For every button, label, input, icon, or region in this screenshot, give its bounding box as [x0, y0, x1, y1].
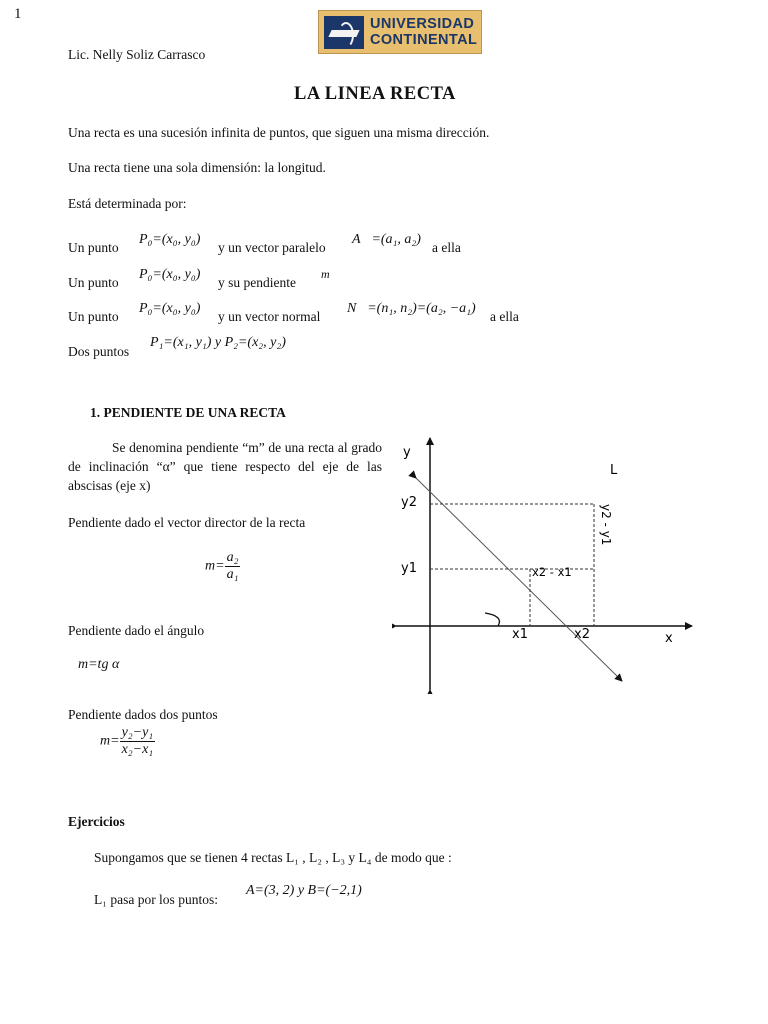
delta-y-label: y2 - y1 [599, 504, 613, 546]
determination-suffix: a ella [432, 240, 461, 255]
slope-definition-text: Se denomina pendiente “m” de una recta al grado de inclinación “α” que tiene respecto del eje de las abscisas (eje x) [68, 440, 382, 493]
determination-math: P₁=(x₁, y₁) y P₂=(x₂, y₂) [150, 335, 286, 350]
y-axis-label: y [403, 445, 411, 460]
author: Lic. Nelly Soliz Carrasco [68, 47, 206, 62]
formula-vector-den: a₁ [226, 567, 239, 582]
logo-line-2: CONTINENTAL [370, 32, 478, 48]
slope-definition [68, 438, 382, 495]
x2-label: x2 [574, 627, 590, 642]
exercises-heading: Ejercicios [68, 814, 125, 829]
determination-label: Un punto [68, 240, 119, 255]
intro-paragraph-3: Está determinada por: [68, 196, 187, 211]
formula-vector-lhs: m= [205, 558, 225, 574]
delta-x-label: x2 - x1 [532, 565, 572, 579]
intro-paragraph-1: Una recta es una sucesión infinita de puntos, que siguen una misma dirección. [68, 125, 490, 140]
formula-angle: m=tg α [78, 657, 120, 672]
intro-paragraph-2: Una recta tiene una sola dimensión: la longitud. [68, 160, 326, 175]
determination-math: P₀=(x₀, y₀) [139, 232, 201, 247]
section-heading: 1. PENDIENTE DE UNA RECTA [90, 405, 286, 420]
determination-label: Un punto [68, 275, 119, 290]
formula-vector-num: a₂ [226, 550, 239, 565]
slope-diagram [392, 432, 702, 694]
university-logo [318, 10, 482, 54]
determination-label: Dos puntos [68, 344, 130, 359]
formula-points-lhs: m= [100, 733, 120, 749]
y2-label: y2 [401, 495, 417, 510]
determination-math-2: N⃗=(n₁, n₂)=(a₂, −a₁) [347, 301, 476, 316]
x-axis-label: x [665, 631, 673, 646]
line-l [416, 478, 622, 681]
determination-connector: y su pendiente [218, 275, 296, 290]
determination-connector: y un vector normal [218, 309, 321, 324]
x1-label: x1 [512, 627, 528, 642]
slope-by-angle-label: Pendiente dado el ángulo [68, 623, 205, 638]
determination-math-2: m [321, 267, 330, 281]
l1-label: L₁ pasa por los puntos: [94, 892, 218, 907]
slope-by-points-label: Pendiente dados dos puntos [68, 707, 218, 722]
determination-connector: y un vector paralelo [218, 240, 326, 255]
angle-arc [485, 613, 499, 626]
line-label: L [610, 463, 618, 478]
exercises-intro: Supongamos que se tienen 4 rectas L₁ , L₂ , L₃ y L₄ de modo que : [94, 850, 452, 865]
determination-math-2: A⃗=(a₁, a₂) [352, 232, 421, 247]
determination-suffix: a ella [490, 309, 519, 324]
formula-points-fraction [120, 725, 156, 758]
l1-points-math: A=(3, 2) y B=(−2,1) [246, 883, 362, 898]
formula-vector [205, 550, 240, 583]
logo-mark-icon [324, 16, 364, 49]
formula-points-num: y₂−y₁ [121, 725, 154, 740]
formula-points-den: x₂−x₁ [121, 742, 154, 757]
logo-line-1: UNIVERSIDAD [370, 16, 475, 32]
page-number: 1 [14, 6, 22, 22]
formula-vector-fraction [225, 550, 241, 583]
determination-math: P₀=(x₀, y₀) [139, 267, 201, 282]
y1-label: y1 [401, 561, 417, 576]
determination-math: P₀=(x₀, y₀) [139, 301, 201, 316]
determination-label: Un punto [68, 309, 119, 324]
formula-points [100, 725, 155, 758]
page-title: LA LINEA RECTA [294, 84, 456, 104]
slope-by-vector-label: Pendiente dado el vector director de la recta [68, 515, 306, 530]
